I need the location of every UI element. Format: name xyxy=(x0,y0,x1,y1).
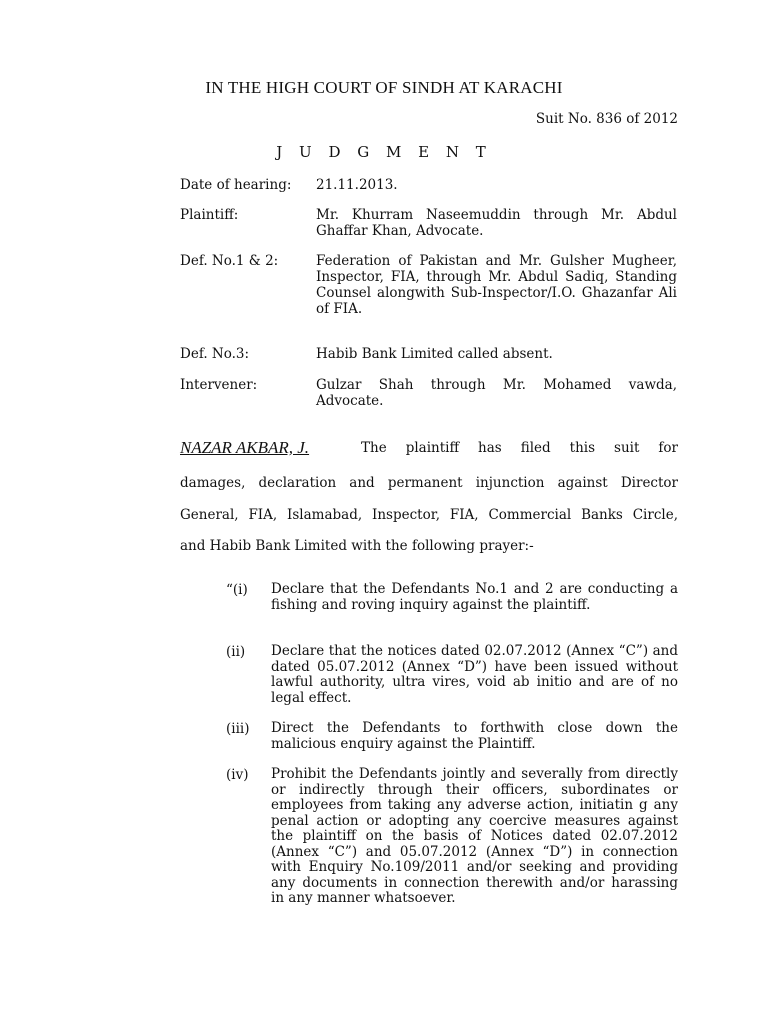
prayer-text: Prohibit the Defendants jointly and severally from directly or indirectly through their officers, subordinates or employees from taking any adverse action, initiatin g any penal action or adopting any coercive measures against the plaintiff on the basis of Notices dated 02.07.2012 (Annex “C”) and 05.07.2012 (Annex “D”) in connection with Enquiry No.109/2011 and/or seeking and providing any documents in connection therewith and/or harassing in any manner whatsoever. xyxy=(271,766,678,906)
document-title: J U D G M E N T xyxy=(276,143,492,161)
intro-line-3: General, FIA, Islamabad, Inspector, FIA, Commercial Banks Circle, xyxy=(180,507,678,523)
intervener-label: Intervener: xyxy=(180,377,258,393)
intervener-value: Gulzar Shah through Mr. Mohamed vawda, Advocate. xyxy=(316,377,677,409)
intro-line-2: damages, declaration and permanent injunction against Director xyxy=(180,475,678,491)
prayer-number: “(i) xyxy=(226,582,248,598)
judge-name: NAZAR AKBAR, J. xyxy=(180,438,310,457)
prayer-text: Direct the Defendants to forthwith close down the malicious enquiry against the Plaintiff. xyxy=(271,720,678,752)
plaintiff-value: Mr. Khurram Naseemuddin through Mr. Abdul Ghaffar Khan, Advocate. xyxy=(316,207,677,239)
suit-number: Suit No. 836 of 2012 xyxy=(535,111,678,127)
intro-line-1: The plaintiff has filed this suit for xyxy=(361,440,678,456)
hearing-date-label: Date of hearing: xyxy=(180,177,292,193)
court-heading: IN THE HIGH COURT OF SINDH AT KARACHI xyxy=(205,78,563,97)
prayer-text: Declare that the notices dated 02.07.2012 (Annex “C”) and dated 05.07.2012 (Annex “D”) have been issued without lawful authority, ultra vires, void ab initio and are of no legal effect. xyxy=(271,643,678,706)
prayer-number: (iv) xyxy=(226,767,249,783)
prayer-number: (iii) xyxy=(226,721,250,737)
defendants-label: Def. No.1 & 2: xyxy=(180,253,279,269)
intro-line-4: and Habib Bank Limited with the following prayer:- xyxy=(180,538,534,554)
defendants-value: Federation of Pakistan and Mr. Gulsher Mugheer, Inspector, FIA, through Mr. Abdul Sadiq, Standing Counsel alongwith Sub-Inspector/I.O. Ghazanfar Ali of FIA. xyxy=(316,253,677,317)
prayer-number: (ii) xyxy=(226,644,246,660)
defendant3-label: Def. No.3: xyxy=(180,346,250,362)
defendant3-value: Habib Bank Limited called absent. xyxy=(316,346,553,362)
hearing-date-value: 21.11.2013. xyxy=(316,177,398,193)
prayer-text: Declare that the Defendants No.1 and 2 are conducting a fishing and roving inquiry against the plaintiff. xyxy=(271,581,678,613)
plaintiff-label: Plaintiff: xyxy=(180,207,239,223)
